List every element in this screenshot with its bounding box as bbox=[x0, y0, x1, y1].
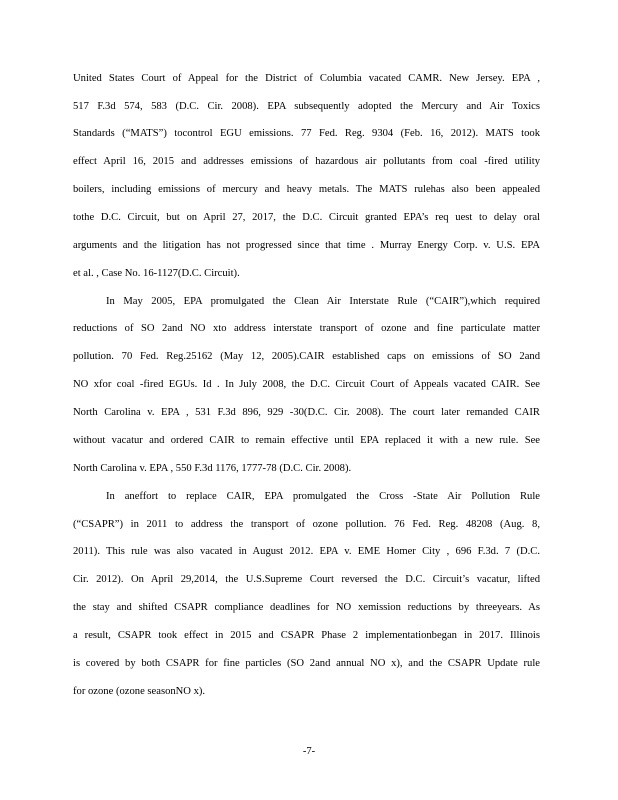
text-line: a result, CSAPR took effect in 2015 and CSAPR Phase 2 implementationbegan in 2017. Illinois bbox=[73, 630, 540, 641]
text-line: United States Court of Appeal for the District of Columbia vacated CAMR. New Jersey. EPA , bbox=[73, 73, 540, 84]
text-line: North Carolina v. EPA , 550 F.3d 1176, 1777-78 (D.C. Cir. 2008). bbox=[73, 463, 352, 474]
text-line: Standards (“MATS”) tocontrol EGU emissions. 77 Fed. Reg. 9304 (Feb. 16, 2012). MATS took bbox=[73, 128, 540, 139]
text-line: 517 F.3d 574, 583 (D.C. Cir. 2008). EPA subsequently adopted the Mercury and Air Toxics bbox=[73, 101, 540, 112]
text-line: the stay and shifted CSAPR compliance deadlines for NO xemission reductions by threeyears. As bbox=[73, 602, 540, 613]
text-line: NO xfor coal -fired EGUs. Id . In July 2008, the D.C. Circuit Court of Appeals vacated CAIR. See bbox=[73, 379, 540, 390]
text-line: is covered by both CSAPR for fine particles (SO 2and annual NO x), and the CSAPR Update rule bbox=[73, 658, 540, 669]
text-line: In May 2005, EPA promulgated the Clean Air Interstate Rule (“CAIR”),which required bbox=[106, 296, 540, 307]
text-line: North Carolina v. EPA , 531 F.3d 896, 929 -30(D.C. Cir. 2008). The court later remanded CAIR bbox=[73, 407, 540, 418]
text-line: for ozone (ozone seasonNO x). bbox=[73, 686, 206, 697]
text-line: without vacatur and ordered CAIR to remain effective until EPA replaced it with a new rule. See bbox=[73, 435, 540, 446]
page-number: -7- bbox=[302, 746, 316, 757]
text-line: arguments and the litigation has not progressed since that time . Murray Energy Corp. v. U.S. EPA bbox=[73, 240, 540, 251]
text-line: boilers, including emissions of mercury and heavy metals. The MATS rulehas also been appealed bbox=[73, 184, 540, 195]
text-line: Cir. 2012). On April 29,2014, the U.S.Supreme Court reversed the D.C. Circuit’s vacatur, lifted bbox=[73, 574, 540, 585]
text-line: pollution. 70 Fed. Reg.25162 (May 12, 2005).CAIR established caps on emissions of SO 2and bbox=[73, 351, 540, 362]
text-line: (“CSAPR”) in 2011 to address the transport of ozone pollution. 76 Fed. Reg. 48208 (Aug. 8, bbox=[73, 519, 540, 530]
text-line: effect April 16, 2015 and addresses emissions of hazardous air pollutants from coal -fired utility bbox=[73, 156, 540, 167]
text-line: reductions of SO 2and NO xto address interstate transport of ozone and fine particulate matter bbox=[73, 323, 540, 334]
text-line: et al. , Case No. 16-1127(D.C. Circuit). bbox=[73, 268, 240, 279]
text-line: In aneffort to replace CAIR, EPA promulgated the Cross -State Air Pollution Rule bbox=[106, 491, 540, 502]
text-line: 2011). This rule was also vacated in August 2012. EPA v. EME Homer City , 696 F.3d. 7 (D.C. bbox=[73, 546, 540, 557]
text-line: tothe D.C. Circuit, but on April 27, 2017, the D.C. Circuit granted EPA’s req uest to delay oral bbox=[73, 212, 540, 223]
